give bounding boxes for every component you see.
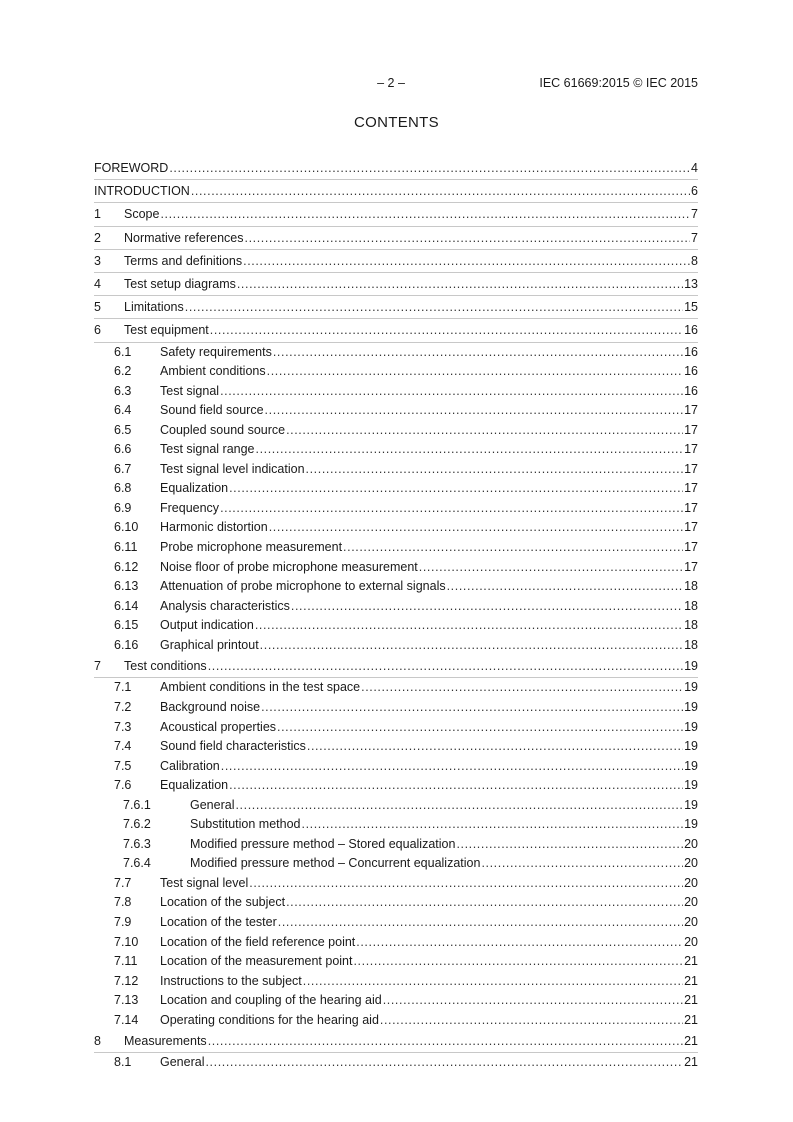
toc-entry-number: 6.14 xyxy=(114,598,139,613)
toc-entry[interactable] xyxy=(94,913,698,933)
toc-entry-title: Measurements xyxy=(124,1034,207,1049)
toc-entry-number: 1 xyxy=(94,207,101,222)
toc-entry-number: 6.16 xyxy=(114,637,139,652)
dot-leader xyxy=(205,1053,683,1073)
toc-entry-number: 7.10 xyxy=(114,934,139,949)
toc-entry[interactable] xyxy=(94,854,698,874)
dot-leader xyxy=(447,577,683,597)
toc-entry-number: 7.6.4 xyxy=(123,856,151,871)
toc-entry[interactable] xyxy=(94,776,698,796)
toc-entry[interactable] xyxy=(94,460,698,480)
toc-entry-number: 6.15 xyxy=(114,618,139,633)
toc-entry[interactable] xyxy=(94,319,698,342)
toc-entry-title: Graphical printout xyxy=(160,637,259,652)
dot-leader xyxy=(235,796,683,816)
toc-entry-title: Harmonic distortion xyxy=(160,520,268,535)
dot-leader xyxy=(278,913,683,933)
toc-entry-page: 19 xyxy=(684,739,698,754)
toc-entry-title: Operating conditions for the hearing aid xyxy=(160,1012,379,1027)
dot-leader xyxy=(273,343,683,363)
dot-leader xyxy=(255,616,683,636)
toc-entry-page: 6 xyxy=(691,184,698,199)
toc-entry[interactable] xyxy=(94,678,698,698)
toc-entry[interactable] xyxy=(94,893,698,913)
toc-entry-number: 6.4 xyxy=(114,403,132,418)
dot-leader xyxy=(353,952,683,972)
toc-entry[interactable] xyxy=(94,343,698,363)
toc-entry[interactable] xyxy=(94,296,698,319)
page-number: – 2 – xyxy=(377,76,405,90)
toc-entry[interactable] xyxy=(94,835,698,855)
dot-leader xyxy=(229,776,683,796)
toc-entry-title: Attenuation of probe microphone to external signals xyxy=(160,579,446,594)
toc-entry-title: General xyxy=(190,797,235,812)
dot-leader xyxy=(256,440,684,460)
toc-entry[interactable] xyxy=(94,203,698,226)
toc-entry-title: Normative references xyxy=(124,230,244,245)
toc-entry[interactable] xyxy=(94,250,698,273)
toc-entry[interactable] xyxy=(94,1053,698,1073)
toc-entry-title: Test setup diagrams xyxy=(124,276,236,291)
dot-leader xyxy=(380,1011,683,1031)
toc-entry[interactable] xyxy=(94,757,698,777)
toc-entry[interactable] xyxy=(94,180,698,203)
toc-entry-page: 19 xyxy=(684,719,698,734)
toc-entry-number: 8 xyxy=(94,1034,101,1049)
toc-entry-title: Calibration xyxy=(160,758,220,773)
toc-entry-page: 20 xyxy=(684,895,698,910)
toc-entry-number: 7.1 xyxy=(114,680,132,695)
toc-entry-page: 21 xyxy=(684,1055,698,1070)
dot-leader xyxy=(243,250,690,272)
dot-leader xyxy=(303,972,683,992)
toc-entry-page: 18 xyxy=(684,618,698,633)
dot-leader xyxy=(356,933,683,953)
toc-entry-page: 19 xyxy=(684,758,698,773)
toc-entry[interactable] xyxy=(94,479,698,499)
toc-entry-number: 7.6 xyxy=(114,778,132,793)
toc-entry[interactable] xyxy=(94,698,698,718)
dot-leader xyxy=(185,296,683,318)
toc-entry-title: Coupled sound source xyxy=(160,422,286,437)
toc-entry-number: 7.9 xyxy=(114,915,132,929)
toc-entry-page: 17 xyxy=(684,559,698,574)
dot-leader xyxy=(220,499,683,519)
toc-entry-title: Probe microphone measurement xyxy=(160,539,343,554)
toc-entry-page: 19 xyxy=(684,680,698,695)
dot-leader xyxy=(169,157,690,179)
dot-leader xyxy=(249,874,683,894)
dot-leader xyxy=(220,382,683,402)
toc-entry-page: 17 xyxy=(684,422,698,437)
dot-leader xyxy=(361,678,683,698)
toc-entry-number: 5 xyxy=(94,300,101,315)
toc-entry-number: 6.5 xyxy=(114,422,132,437)
toc-entry-title: Ambient conditions in the test space xyxy=(160,680,361,695)
toc-entry-title: Test signal level indication xyxy=(160,461,305,476)
toc-entry[interactable] xyxy=(94,933,698,953)
toc-entry-number: 7.11 xyxy=(114,954,138,969)
toc-entry-page: 19 xyxy=(684,817,698,832)
toc-entry[interactable] xyxy=(94,655,698,678)
dot-leader xyxy=(229,479,683,499)
toc-entry-page: 17 xyxy=(684,442,698,457)
toc-entry[interactable] xyxy=(94,518,698,538)
toc-entry-page: 20 xyxy=(684,915,698,929)
toc-entry-title: Limitations xyxy=(124,300,184,315)
dot-leader xyxy=(267,362,683,382)
toc-entry-number: 7.2 xyxy=(114,699,132,714)
toc-entry-number: 8.1 xyxy=(114,1055,132,1070)
toc-entry-page: 17 xyxy=(684,461,698,476)
dot-leader xyxy=(306,460,684,480)
toc-entry-page: 20 xyxy=(684,875,698,890)
toc-entry-page: 18 xyxy=(684,637,698,652)
toc-entry[interactable] xyxy=(94,273,698,296)
toc-entry-number: 6.11 xyxy=(114,539,138,554)
toc-entry-title: FOREWORD xyxy=(94,161,169,175)
toc-entry[interactable] xyxy=(94,972,698,992)
toc-entry-title: Frequency xyxy=(160,500,220,515)
toc-entry-page: 7 xyxy=(691,207,698,222)
toc-entry-number: 6.3 xyxy=(114,383,132,398)
toc-entry-page: 16 xyxy=(684,344,698,359)
toc-entry[interactable] xyxy=(94,952,698,972)
toc-entry-number: 6.13 xyxy=(114,579,139,594)
dot-leader xyxy=(208,1030,683,1052)
toc-entry[interactable] xyxy=(94,227,698,250)
toc-entry-title: Noise floor of probe microphone measurement xyxy=(160,559,418,574)
toc-entry[interactable] xyxy=(94,362,698,382)
toc-entry-page: 17 xyxy=(684,539,698,554)
toc-entry-title: Modified pressure method – Concurrent equalization xyxy=(190,856,481,871)
toc-entry-page: 18 xyxy=(684,598,698,613)
dot-leader xyxy=(419,558,683,578)
toc-entry-page: 17 xyxy=(684,500,698,515)
toc-entry-page: 15 xyxy=(684,300,698,315)
toc-entry[interactable] xyxy=(94,815,698,835)
toc-entry-page: 8 xyxy=(691,253,698,268)
toc-entry-title: INTRODUCTION xyxy=(94,184,190,199)
toc-entry[interactable] xyxy=(94,421,698,441)
toc-entry-page: 18 xyxy=(684,579,698,594)
toc-entry-title: Location of the tester xyxy=(160,915,277,929)
toc-entry-number: 2 xyxy=(94,230,101,245)
toc-entry-title: Test equipment xyxy=(124,323,209,338)
dot-leader xyxy=(210,319,683,341)
toc-entry-number: 6.6 xyxy=(114,442,132,457)
toc-entry-page: 21 xyxy=(684,993,698,1008)
toc-entry-number: 7.14 xyxy=(114,1012,139,1027)
toc-entry-page: 4 xyxy=(691,161,698,175)
toc-entry-number: 6.10 xyxy=(114,520,139,535)
toc-entry-number: 6.7 xyxy=(114,461,132,476)
toc-entry[interactable] xyxy=(94,636,698,656)
toc-entry-title: Test conditions xyxy=(124,659,207,674)
toc-entry-title: Analysis characteristics xyxy=(160,598,290,613)
toc-entry-page: 20 xyxy=(684,856,698,871)
toc-entry-title: Scope xyxy=(124,207,160,222)
toc-entry-title: Equalization xyxy=(160,481,229,496)
toc-entry[interactable] xyxy=(94,991,698,1011)
toc-entry[interactable] xyxy=(94,499,698,519)
toc-entry-title: General xyxy=(160,1055,205,1070)
toc-entry-title: Equalization xyxy=(160,778,229,793)
page-title: CONTENTS xyxy=(354,114,439,131)
dot-leader xyxy=(286,893,683,913)
toc-entry-number: 7.12 xyxy=(114,973,139,988)
toc-entry-number: 7.5 xyxy=(114,758,132,773)
toc-entry-number: 6 xyxy=(94,323,101,338)
toc-entry-number: 7.6.3 xyxy=(123,836,151,851)
toc-entry-title: Test signal level xyxy=(160,875,249,890)
toc-entry-title: Instructions to the subject xyxy=(160,973,302,988)
toc-entry-number: 7.6.1 xyxy=(123,797,151,812)
toc-entry[interactable] xyxy=(94,1030,698,1053)
toc-entry[interactable] xyxy=(94,538,698,558)
dot-leader xyxy=(245,227,691,249)
toc-entry-number: 6.8 xyxy=(114,481,132,496)
toc-entry-title: Output indication xyxy=(160,618,254,633)
dot-leader xyxy=(269,518,683,538)
dot-leader xyxy=(261,698,683,718)
toc-entry-page: 21 xyxy=(684,1012,698,1027)
toc-entry-page: 13 xyxy=(684,276,698,291)
toc-entry-page: 21 xyxy=(684,1034,698,1049)
toc-entry-page: 16 xyxy=(684,323,698,338)
toc-entry-page: 16 xyxy=(684,383,698,398)
toc-entry-page: 19 xyxy=(684,659,698,674)
toc-entry-title: Safety requirements xyxy=(160,344,272,359)
toc-entry-page: 17 xyxy=(684,403,698,418)
dot-leader xyxy=(265,401,684,421)
toc-entry-number: 7.3 xyxy=(114,719,132,734)
toc-entry-title: Location of the subject xyxy=(160,895,286,910)
document-reference: IEC 61669:2015 © IEC 2015 xyxy=(539,76,698,90)
toc-entry[interactable] xyxy=(94,558,698,578)
dot-leader xyxy=(221,757,683,777)
toc-entry-number: 6.2 xyxy=(114,364,132,379)
dot-leader xyxy=(260,636,683,656)
toc-entry-number: 4 xyxy=(94,276,101,291)
dot-leader xyxy=(481,854,683,874)
toc-entry-page: 21 xyxy=(684,954,698,969)
dot-leader xyxy=(343,538,683,558)
dot-leader xyxy=(302,815,684,835)
toc-entry-title: Location of the measurement point xyxy=(160,954,353,969)
toc-entry-title: Background noise xyxy=(160,699,261,714)
toc-entry-title: Modified pressure method – Stored equalization xyxy=(190,836,456,851)
toc-entry-title: Ambient conditions xyxy=(160,364,266,379)
toc-entry[interactable] xyxy=(94,796,698,816)
toc-entry-page: 21 xyxy=(684,973,698,988)
toc-entry-page: 20 xyxy=(684,934,698,949)
toc-entry-page: 20 xyxy=(684,836,698,851)
toc-entry[interactable] xyxy=(94,616,698,636)
dot-leader xyxy=(277,718,683,738)
dot-leader xyxy=(291,597,683,617)
toc-entry[interactable] xyxy=(94,577,698,597)
toc-entry-page: 17 xyxy=(684,520,698,535)
toc-entry-title: Location of the field reference point xyxy=(160,934,356,949)
dot-leader xyxy=(456,835,683,855)
toc-entry-title: Sound field source xyxy=(160,403,264,418)
toc-entry-title: Acoustical properties xyxy=(160,719,277,734)
toc-entry-title: Location and coupling of the hearing aid xyxy=(160,993,382,1008)
toc-entry-page: 19 xyxy=(684,778,698,793)
toc-entry-title: Sound field characteristics xyxy=(160,739,306,754)
dot-leader xyxy=(237,273,683,295)
toc-entry[interactable] xyxy=(94,401,698,421)
toc-entry-number: 7.4 xyxy=(114,739,132,754)
toc-entry-page: 17 xyxy=(684,481,698,496)
toc-entry-number: 6.1 xyxy=(114,344,132,359)
toc-entry-number: 3 xyxy=(94,253,101,268)
toc-entry-page: 19 xyxy=(684,797,698,812)
toc-entry-number: 6.12 xyxy=(114,559,139,574)
toc-entry-number: 6.9 xyxy=(114,500,132,515)
toc-entry-page: 16 xyxy=(684,364,698,379)
toc-entry[interactable] xyxy=(94,382,698,402)
dot-leader xyxy=(208,655,683,677)
table-of-contents xyxy=(94,157,698,1073)
toc-entry-title: Test signal range xyxy=(160,442,255,457)
toc-entry-page: 7 xyxy=(691,230,698,245)
toc-entry-number: 7.6.2 xyxy=(123,817,151,832)
toc-entry-title: Substitution method xyxy=(190,817,301,832)
toc-entry-title: Test signal xyxy=(160,383,220,398)
toc-entry[interactable] xyxy=(94,1011,698,1031)
dot-leader xyxy=(383,991,683,1011)
dot-leader xyxy=(160,203,690,225)
toc-entry[interactable] xyxy=(94,737,698,757)
toc-entry[interactable] xyxy=(94,874,698,894)
dot-leader xyxy=(191,180,690,202)
toc-entry[interactable] xyxy=(94,440,698,460)
toc-entry[interactable] xyxy=(94,157,698,180)
toc-entry-page: 19 xyxy=(684,699,698,714)
toc-entry-title: Terms and definitions xyxy=(124,253,243,268)
toc-entry[interactable] xyxy=(94,597,698,617)
dot-leader xyxy=(307,737,683,757)
toc-entry-number: 7.13 xyxy=(114,993,139,1008)
toc-entry-number: 7.7 xyxy=(114,875,132,890)
dot-leader xyxy=(286,421,683,441)
toc-entry-number: 7 xyxy=(94,659,101,674)
toc-entry-number: 7.8 xyxy=(114,895,132,910)
toc-entry[interactable] xyxy=(94,718,698,738)
